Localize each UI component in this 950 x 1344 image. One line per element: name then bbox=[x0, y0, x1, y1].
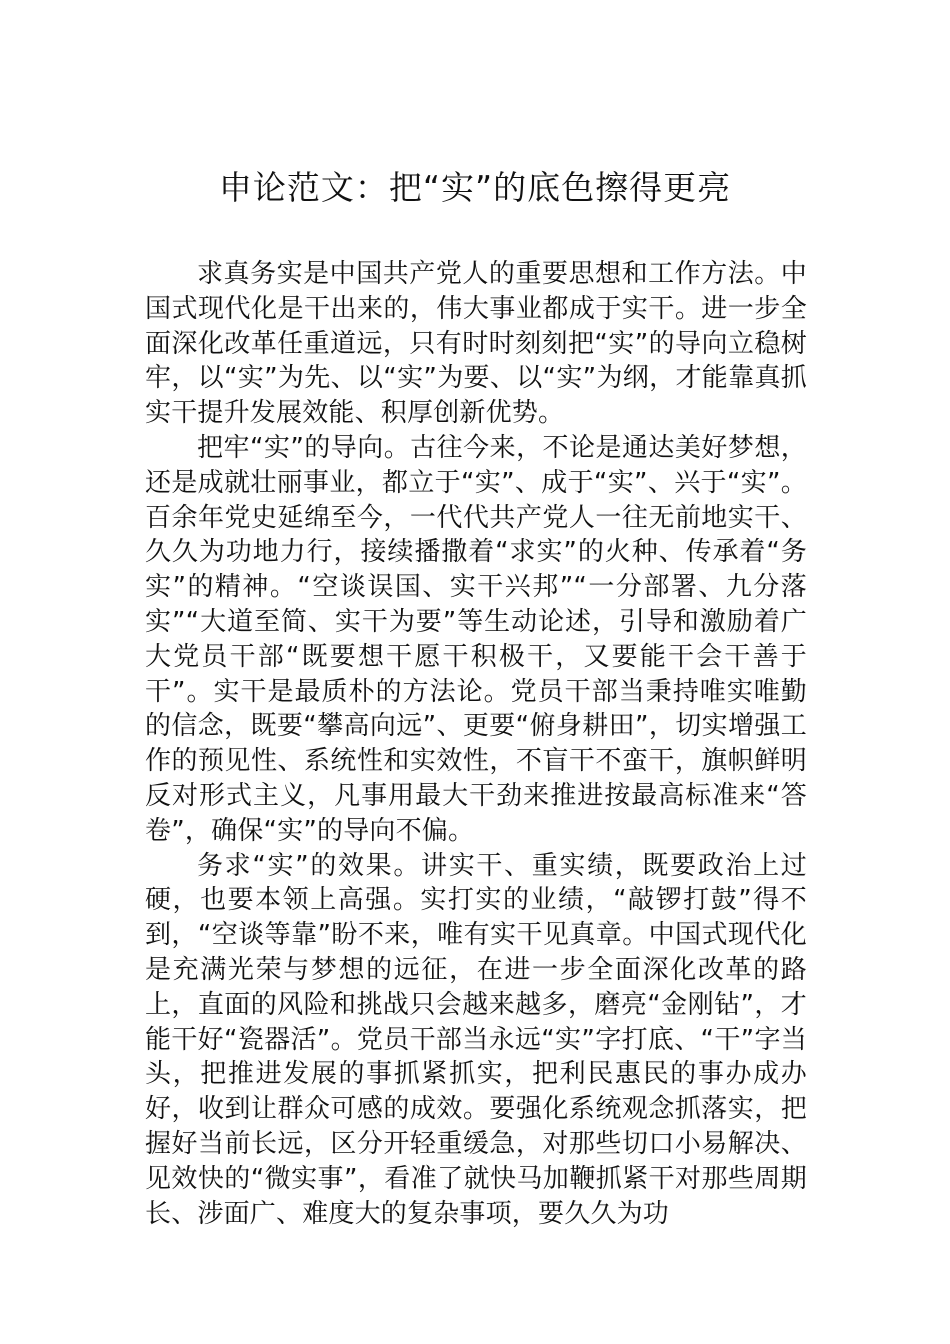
document-body bbox=[145, 257, 807, 1231]
document-title: 申论范文：把“实”的底色擦得更亮 bbox=[218, 168, 732, 207]
paragraph: 务求“实”的效果。讲实干、重实绩，既要政治上过硬，也要本领上高强。实打实的业绩，“敲锣打鼓”得不到，“空谈等靠”盼不来，唯有实干见真章。中国式现代化是充满光荣与梦想的远征，在进一步全面深化改革的路上，直面的风险和挑战只会越来越多，磨亮“金刚钻”，才能干好“瓷器活”。党员干部当永远“实”字打底、“干”字当头，把推进发展的事抓紧抓实，把利民惠民的事办成办好，收到让群众可感的成效。要强化系统观念抓落实，把握好当前长远，区分开轻重缓急，对那些切口小易解决、见效快的“微实事”，看准了就快马加鞭抓紧干对那些周期长、涉面广、难度大的复杂事项，要久久为功 bbox=[145, 850, 807, 1229]
paragraph: 求真务实是中国共产党人的重要思想和工作方法。中国式现代化是干出来的，伟大事业都成于实干。进一步全面深化改革任重道远，只有时时刻刻把“实”的导向立稳树牢，以“实”为先、以“实”为要、以“实”为纲，才能靠真抓实干提升发展效能、积厚创新优势。 bbox=[145, 259, 807, 429]
paragraph: 把牢“实”的导向。古往今来，不论是通达美好梦想，还是成就壮丽事业，都立于“实”、成于“实”、兴于“实”。百余年党史延绵至今，一代代共产党人一往无前地实干、久久为功地力行，接续播撒着“求实”的火种、传承着“务实”的精神。“空谈误国、实干兴邦”“一分部署、九分落实”“大道至简、实干为要”等生动论述，引导和激励着广大党员干部“既要想干愿干积极干，又要能干会干善于干”。实干是最质朴的方法论。党员干部当秉持唯实唯勤的信念，既要“攀高向远”、更要“俯身耕田”，切实增强工作的预见性、系统性和实效性，不盲干不蛮干，旗帜鲜明反对形式主义，凡事用最大干劲来推进按最高标准来“答卷”，确保“实”的导向不偏。 bbox=[145, 432, 807, 846]
